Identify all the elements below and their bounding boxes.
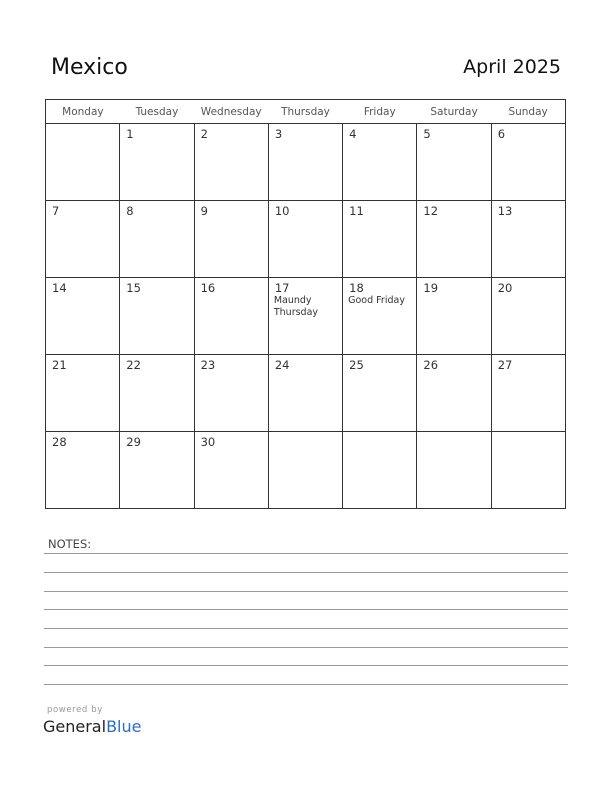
day-cell — [343, 124, 417, 201]
week-row — [46, 201, 566, 278]
day-cell — [194, 432, 268, 509]
day-number: 13 — [497, 204, 513, 218]
weekday-header: Thursday — [268, 100, 342, 124]
day-cell — [343, 278, 417, 355]
day-number: 8 — [126, 204, 134, 218]
day-cell — [120, 355, 194, 432]
day-number: 3 — [274, 127, 283, 141]
notes-line — [44, 553, 568, 554]
day-number: 7 — [52, 204, 60, 218]
powered-by-text: powered by — [47, 705, 103, 715]
notes-label: NOTES: — [48, 537, 92, 551]
weekday-header: Sunday — [491, 100, 565, 124]
day-cell — [194, 355, 268, 432]
day-cell — [194, 124, 268, 201]
country-title: Mexico — [51, 55, 128, 80]
day-cell — [194, 278, 268, 355]
day-number: 23 — [200, 358, 216, 372]
brand-general: General — [43, 717, 107, 736]
day-cell — [491, 278, 565, 355]
day-cell — [120, 432, 194, 509]
weekday-header: Saturday — [417, 100, 491, 124]
notes-line — [44, 647, 568, 648]
day-cell — [417, 278, 491, 355]
day-cell — [46, 432, 120, 509]
holiday-label: Maundy Thursday — [273, 295, 319, 318]
brand-blue: Blue — [106, 717, 142, 736]
notes-line — [44, 665, 568, 666]
notes-line — [44, 591, 568, 592]
day-number: 1 — [126, 127, 134, 141]
day-cell — [417, 124, 491, 201]
day-number: 29 — [126, 435, 141, 449]
day-cell — [343, 432, 417, 509]
day-number: 19 — [423, 281, 439, 295]
notes-line — [44, 572, 568, 573]
notes-line — [44, 684, 568, 685]
weekday-header: Wednesday — [194, 100, 268, 124]
week-row — [46, 355, 566, 432]
day-number: 30 — [200, 435, 216, 449]
day-cell — [268, 355, 342, 432]
day-cell — [46, 124, 120, 201]
day-cell — [268, 201, 342, 278]
day-number: 21 — [52, 358, 67, 372]
day-cell — [343, 201, 417, 278]
day-number: 11 — [349, 204, 364, 218]
day-cell — [491, 432, 565, 509]
day-cell — [491, 124, 565, 201]
day-number: 24 — [274, 358, 290, 372]
day-number: 22 — [126, 358, 141, 372]
day-cell — [417, 201, 491, 278]
day-number: 10 — [274, 204, 290, 218]
notes-line — [44, 628, 568, 629]
day-cell — [46, 201, 120, 278]
day-cell — [417, 432, 491, 509]
week-row — [46, 124, 566, 201]
calendar-grid — [45, 99, 566, 509]
day-number: 16 — [200, 281, 216, 295]
day-cell — [491, 355, 565, 432]
day-cell — [268, 432, 342, 509]
week-row — [46, 278, 566, 355]
day-cell — [268, 278, 342, 355]
day-cell — [268, 124, 342, 201]
holiday-label: Good Friday — [348, 295, 405, 306]
weekday-header: Friday — [343, 100, 417, 124]
day-cell — [120, 278, 194, 355]
day-cell — [120, 201, 194, 278]
day-number: 20 — [497, 281, 513, 295]
day-number: 14 — [52, 281, 67, 295]
day-number: 27 — [497, 358, 513, 372]
day-number: 4 — [349, 127, 357, 141]
day-number: 9 — [200, 204, 208, 218]
day-cell — [343, 355, 417, 432]
day-number: 25 — [349, 358, 364, 372]
day-number: 28 — [52, 435, 67, 449]
weekday-header: Monday — [46, 100, 120, 124]
day-number: 17 — [274, 281, 290, 295]
day-cell — [194, 201, 268, 278]
weekday-header-row — [46, 100, 566, 124]
day-number: 26 — [423, 358, 439, 372]
day-number: 12 — [423, 204, 439, 218]
generalblue-logo[interactable] — [43, 717, 141, 736]
day-number: 18 — [349, 281, 364, 295]
day-cell — [46, 278, 120, 355]
day-cell — [46, 355, 120, 432]
day-number: 2 — [200, 127, 208, 141]
day-cell — [120, 124, 194, 201]
day-number: 15 — [126, 281, 141, 295]
day-cell — [417, 355, 491, 432]
day-cell — [491, 201, 565, 278]
weekday-header: Tuesday — [120, 100, 194, 124]
day-number: 6 — [497, 127, 506, 141]
month-title: April 2025 — [463, 56, 561, 78]
day-number: 5 — [423, 127, 431, 141]
notes-line — [44, 609, 568, 610]
week-row — [46, 432, 566, 509]
